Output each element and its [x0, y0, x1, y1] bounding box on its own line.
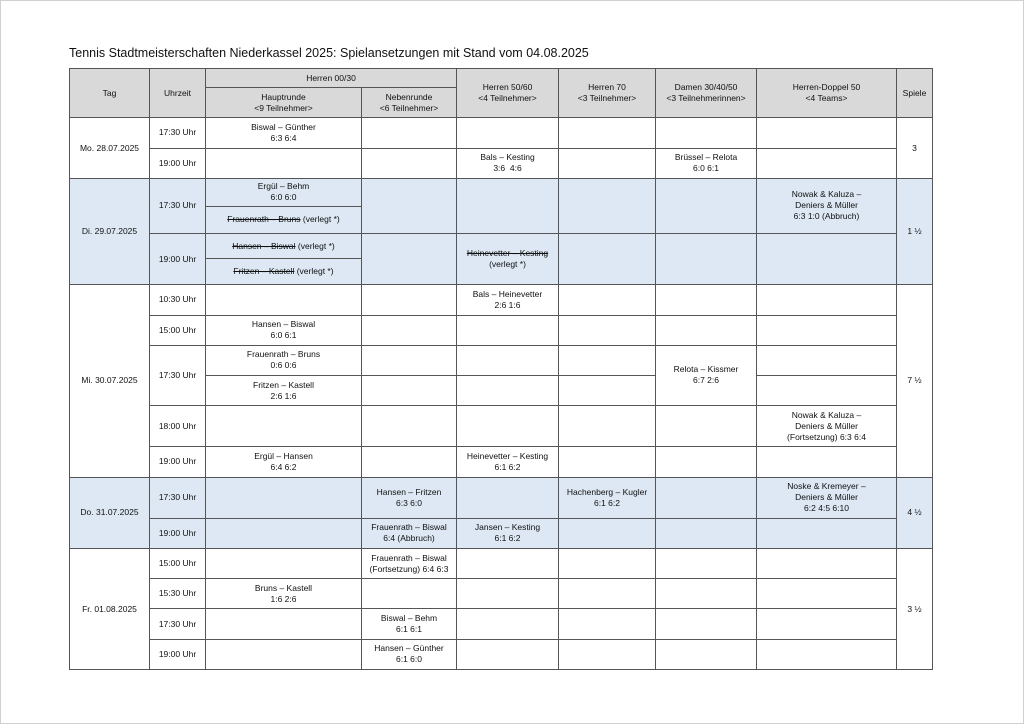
header-tag: Tag [70, 69, 150, 118]
match-cell: Nowak & Kaluza – Deniers & Müller 6:3 1:0 (Abbruch) [757, 178, 897, 233]
time-cell: 19:00 Uhr [150, 447, 206, 477]
header-doppel: Herren-Doppel 50 <4 Teams> [757, 69, 897, 118]
time-cell: 17:30 Uhr [150, 477, 206, 518]
match-cell: Biswal – Günther 6:3 6:4 [206, 118, 362, 148]
time-cell: 15:00 Uhr [150, 549, 206, 579]
time-cell: 19:00 Uhr [150, 148, 206, 178]
match-cell: Hachenberg – Kugler 6:1 6:2 [559, 477, 656, 518]
time-cell: 17:30 Uhr [150, 345, 206, 405]
match-cell: Jansen – Kesting 6:1 6:2 [457, 518, 559, 548]
time-cell: 15:30 Uhr [150, 579, 206, 609]
match-cell: Brüssel – Relota 6:0 6:1 [656, 148, 757, 178]
games-count: 4 ½ [897, 477, 933, 548]
match-cell: Bals – Heinevetter 2:6 1:6 [457, 285, 559, 315]
match-cell-postponed: Hansen – Biswal (verlegt *) [206, 234, 362, 259]
table-row [70, 639, 933, 669]
match-cell-postponed: Fritzen – Kastell (verlegt *) [206, 259, 362, 285]
schedule-table [69, 68, 933, 670]
header-damen: Damen 30/40/50 <3 Teilnehmerinnen> [656, 69, 757, 118]
table-row [70, 447, 933, 477]
table-row [70, 118, 933, 148]
header-row-1 [70, 69, 933, 88]
match-cell-postponed: Heinevetter – Kesting (verlegt *) [457, 234, 559, 285]
table-row [70, 148, 933, 178]
header-herren-0030: Herren 00/30 [206, 69, 457, 88]
time-cell: 19:00 Uhr [150, 518, 206, 548]
header-herren-70: Herren 70 <3 Teilnehmer> [559, 69, 656, 118]
match-cell: Noske & Kremeyer – Deniers & Müller 6:2 4:5 6:10 [757, 477, 897, 518]
header-spiele: Spiele [897, 69, 933, 118]
match-cell: Relota – Kissmer 6:7 2:6 [656, 345, 757, 405]
games-count: 1 ½ [897, 178, 933, 285]
table-row [70, 315, 933, 345]
match-cell: Heinevetter – Kesting 6:1 6:2 [457, 447, 559, 477]
header-herren-5060: Herren 50/60 <4 Teilnehmer> [457, 69, 559, 118]
header-nebenrunde: Nebenrunde <6 Teilnehmer> [362, 88, 457, 118]
match-cell: Nowak & Kaluza – Deniers & Müller (Fortsetzung) 6:3 6:4 [757, 406, 897, 447]
day-cell: Mo. 28.07.2025 [70, 118, 150, 178]
match-cell: Bruns – Kastell 1:6 2:6 [206, 579, 362, 609]
match-cell: Bals – Kesting 3:6 4:6 [457, 148, 559, 178]
table-row [70, 549, 933, 579]
time-cell: 17:30 Uhr [150, 178, 206, 233]
match-cell: Frauenrath – Biswal (Fortsetzung) 6:4 6:3 [362, 549, 457, 579]
time-cell: 18:00 Uhr [150, 406, 206, 447]
match-cell: Frauenrath – Biswal 6:4 (Abbruch) [362, 518, 457, 548]
table-row [70, 285, 933, 315]
games-count: 3 ½ [897, 549, 933, 670]
match-cell: Hansen – Günther 6:1 6:0 [362, 639, 457, 669]
table-row [70, 518, 933, 548]
match-cell: Ergül – Hansen 6:4 6:2 [206, 447, 362, 477]
table-row [70, 609, 933, 639]
page-title: Tennis Stadtmeisterschaften Niederkassel 2025: Spielansetzungen mit Stand vom 04.08.2025 [69, 46, 589, 60]
time-cell: 10:30 Uhr [150, 285, 206, 315]
time-cell: 19:00 Uhr [150, 234, 206, 285]
match-cell: Hansen – Fritzen 6:3 6:0 [362, 477, 457, 518]
match-cell: Biswal – Behm 6:1 6:1 [362, 609, 457, 639]
games-count: 3 [897, 118, 933, 178]
match-cell-postponed: Frauenrath – Bruns (verlegt *) [206, 206, 362, 233]
table-row [70, 579, 933, 609]
day-cell: Di. 29.07.2025 [70, 178, 150, 285]
table-row [70, 234, 933, 259]
table-row [70, 477, 933, 518]
time-cell: 17:30 Uhr [150, 609, 206, 639]
time-cell: 19:00 Uhr [150, 639, 206, 669]
header-uhrzeit: Uhrzeit [150, 69, 206, 118]
table-row [70, 345, 933, 375]
header-hauptrunde: Hauptrunde <9 Teilnehmer> [206, 88, 362, 118]
day-cell: Do. 31.07.2025 [70, 477, 150, 548]
games-count: 7 ½ [897, 285, 933, 477]
table-row [70, 406, 933, 447]
match-cell: Fritzen – Kastell 2:6 1:6 [206, 375, 362, 405]
day-cell: Mi. 30.07.2025 [70, 285, 150, 477]
time-cell: 15:00 Uhr [150, 315, 206, 345]
time-cell: 17:30 Uhr [150, 118, 206, 148]
match-cell: Frauenrath – Bruns 0:6 0:6 [206, 345, 362, 375]
match-cell: Hansen – Biswal 6:0 6:1 [206, 315, 362, 345]
match-cell: Ergül – Behm 6:0 6:0 [206, 178, 362, 206]
day-cell: Fr. 01.08.2025 [70, 549, 150, 670]
table-row [70, 178, 933, 206]
